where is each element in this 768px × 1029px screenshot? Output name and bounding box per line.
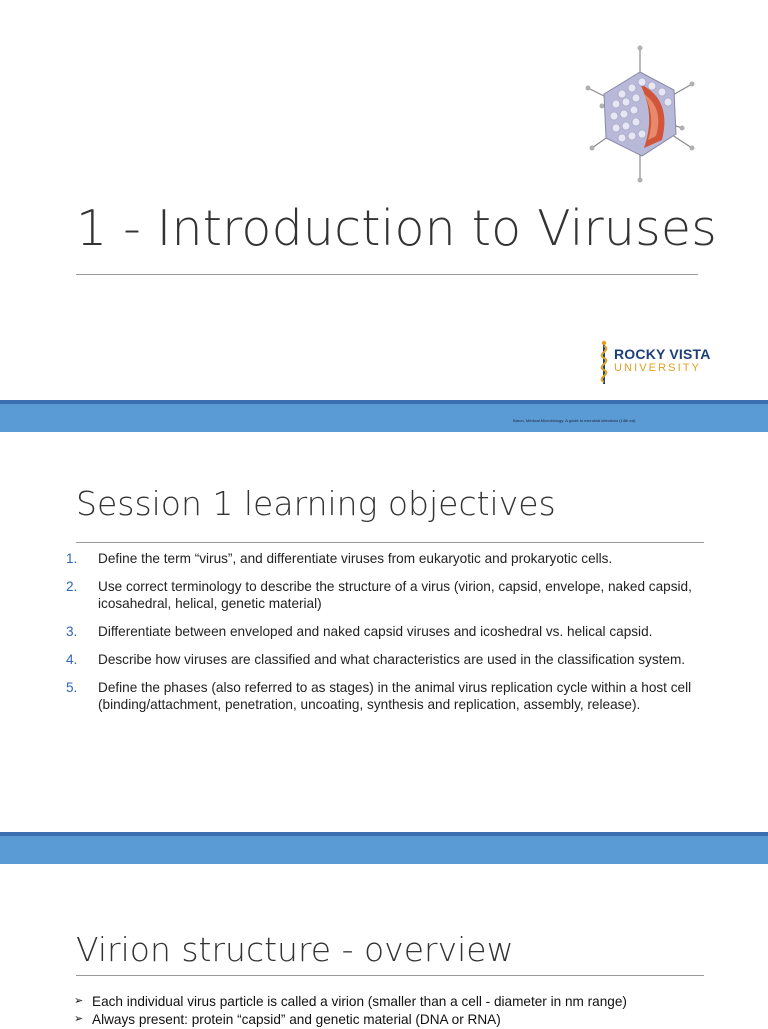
separator-edge <box>0 832 768 836</box>
slide-separator <box>0 400 768 432</box>
logo-line-2: UNIVERSITY <box>614 362 702 374</box>
reference-citation: Baron, Medical Microbiology: A guide to microbial infections (14th ed) <box>513 418 636 423</box>
objective-number: 3. <box>66 624 78 639</box>
bullet-text: Always present: protein “capsid” and genetic material (DNA or RNA) <box>92 1012 501 1027</box>
arrow-bullet-icon: ➢ <box>74 1013 84 1025</box>
objective-text: Use correct terminology to describe the structure of a virus (virion, capsid, envelope, naked capsid, icosahedral, helical, genetic material) <box>98 579 692 611</box>
title-divider <box>76 274 698 275</box>
objective-item <box>66 623 706 640</box>
virion-heading: Virion structure - overview <box>76 930 514 969</box>
objectives-list <box>66 550 706 724</box>
bullet-text: Each individual virus particle is called a virion (smaller than a cell - diameter in nm range) <box>92 994 627 1009</box>
objective-number: 1. <box>66 551 78 566</box>
title-slide <box>0 0 768 400</box>
slide-title: 1 - Introduction to Viruses <box>76 200 717 257</box>
objective-item <box>66 651 706 668</box>
logo-line-1: ROCKY VISTA <box>614 346 711 362</box>
objective-number: 4. <box>66 652 78 667</box>
objective-item <box>66 578 706 612</box>
separator-edge <box>0 400 768 404</box>
objective-item <box>66 550 706 567</box>
caduceus-icon <box>596 340 612 386</box>
arrow-bullet-icon: ➢ <box>74 995 84 1007</box>
virion-divider <box>76 975 704 976</box>
bullet-item <box>74 993 734 1010</box>
slide-separator <box>0 832 768 864</box>
objective-text: Describe how viruses are classified and what characteristics are used in the classification system. <box>98 652 686 667</box>
objective-text: Differentiate between enveloped and naked capsid viruses and icoshedral vs. helical capsid. <box>98 624 653 639</box>
objectives-divider <box>76 542 704 543</box>
university-logo <box>594 340 714 386</box>
objective-number: 5. <box>66 680 78 695</box>
virus-illustration <box>582 44 702 184</box>
objective-text: Define the term “virus”, and differentiate viruses from eukaryotic and prokaryotic cells. <box>98 551 613 566</box>
bullet-item <box>74 1011 734 1028</box>
objective-number: 2. <box>66 579 78 594</box>
objectives-heading: Session 1 learning objectives <box>76 484 556 523</box>
objective-item <box>66 679 706 713</box>
objective-text: Define the phases (also referred to as stages) in the animal virus replication cycle within a host cell (binding/attachment, penetration, uncoating, synthesis and replication, assembly, release). <box>98 680 692 712</box>
